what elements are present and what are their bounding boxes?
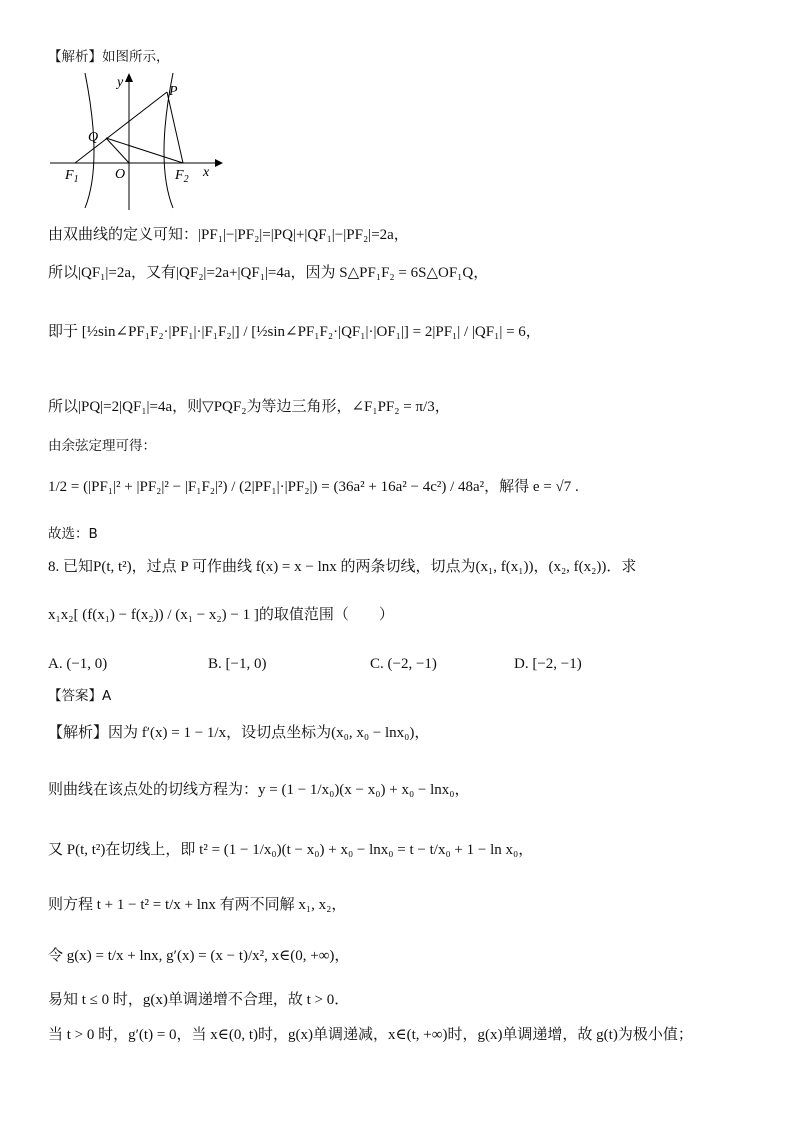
line-qf1: 所以|QF₁|=2a，又有|QF₂|=2a+|QF₁|=4a，因为 S△PF₁F₂ = 6S△OF₁Q， [48,265,489,281]
x-axis-label: x [203,165,210,180]
analysis-tangent-equation: 则曲线在该点处的切线方程为：y = (1 − 1/x₀)(x − x₀) + x₀ − lnx₀， [48,782,470,798]
option-d: D. [−2, −1) [514,656,582,672]
analysis-point-on-tangent: 又 P(t, t²)在切线上，即 t² = (1 − 1/x₀)(t − x₀) + x₀ − lnx₀ = t − t/x₀ + 1 − ln x₀， [48,842,534,858]
line-equilateral: 所以|PQ|=2|QF₁|=4a，则▽PQF₂为等边三角形，∠F₁PF₂ = π/3， [48,399,450,415]
question-8-stem: 8. 已知P(t, t²)，过点 P 可作曲线 f(x) = x − lnx 的两条切线，切点为(x₁, f(x₁))，(x₂, f(x₂))．求 [48,559,637,575]
line-area-ratio: 即于 [½sin∠PF₁F₂·|PF₁|·|F₁F₂|] / [½sin∠PF₁F₂·|QF₁|·|OF₁|] = 2|PF₁| / |QF₁| = 6， [48,324,541,340]
analysis-t-condition: 易知 t ≤ 0 时，g(x)单调递增不合理，故 t > 0． [48,992,350,1008]
point-q-label: Q [88,130,99,145]
line-cosine-rule: 由余弦定理可得： [48,438,156,454]
hyperbola-figure [45,70,235,210]
line-eccentricity: 1/2 = (|PF₁|² + |PF₂|² − |F₁F₂|²) / (2|PF₁|·|PF₂|) = (36a² + 16a² − 4c²) / 48a²，解得 e = √7 . [48,479,579,495]
line-definition: 由双曲线的定义可知：|PF₁|−|PF₂|=|PQ|+|QF₁|−|PF₂|=2a， [48,227,409,243]
analysis-intro-text: 【解析】如图所示， [48,49,170,65]
focus-f2-label: $F_2$ [175,168,189,185]
question-8-expression: x₁x₂[ (f(x₁) − f(x₂)) / (x₁ − x₂) − 1 ]的取值范围（ ） [48,607,394,623]
line-choice-b: 故选：B [48,526,98,542]
focus-f1-label: $F_1$ [65,168,79,185]
analysis-two-solutions: 则方程 t + 1 − t² = t/x + lnx 有两不同解 x₁, x₂， [48,897,347,913]
y-axis-label: y [117,75,124,90]
analysis-g-definition: 令 g(x) = t/x + lnx, g′(x) = (x − t)/x², x∈(0, +∞)， [48,948,350,964]
analysis-intro [48,47,170,67]
option-c: C. (−2, −1) [370,656,437,672]
answer-line: 【答案】A [48,688,112,704]
analysis-minimum: 当 t > 0 时，g′(t) = 0，当 x∈(0, t)时，g(x)单调递减，x∈(t, +∞)时，g(x)单调递增，故 g(t)为极小值； [48,1027,693,1043]
point-p-label: P [169,84,178,99]
option-b: B. [−1, 0) [208,656,267,672]
option-a: A. (−1, 0) [48,656,108,672]
analysis-derivative: 【解析】因为 f′(x) = 1 − 1/x，设切点坐标为(x₀, x₀ − lnx₀)， [48,725,430,741]
origin-label: O [115,167,126,182]
